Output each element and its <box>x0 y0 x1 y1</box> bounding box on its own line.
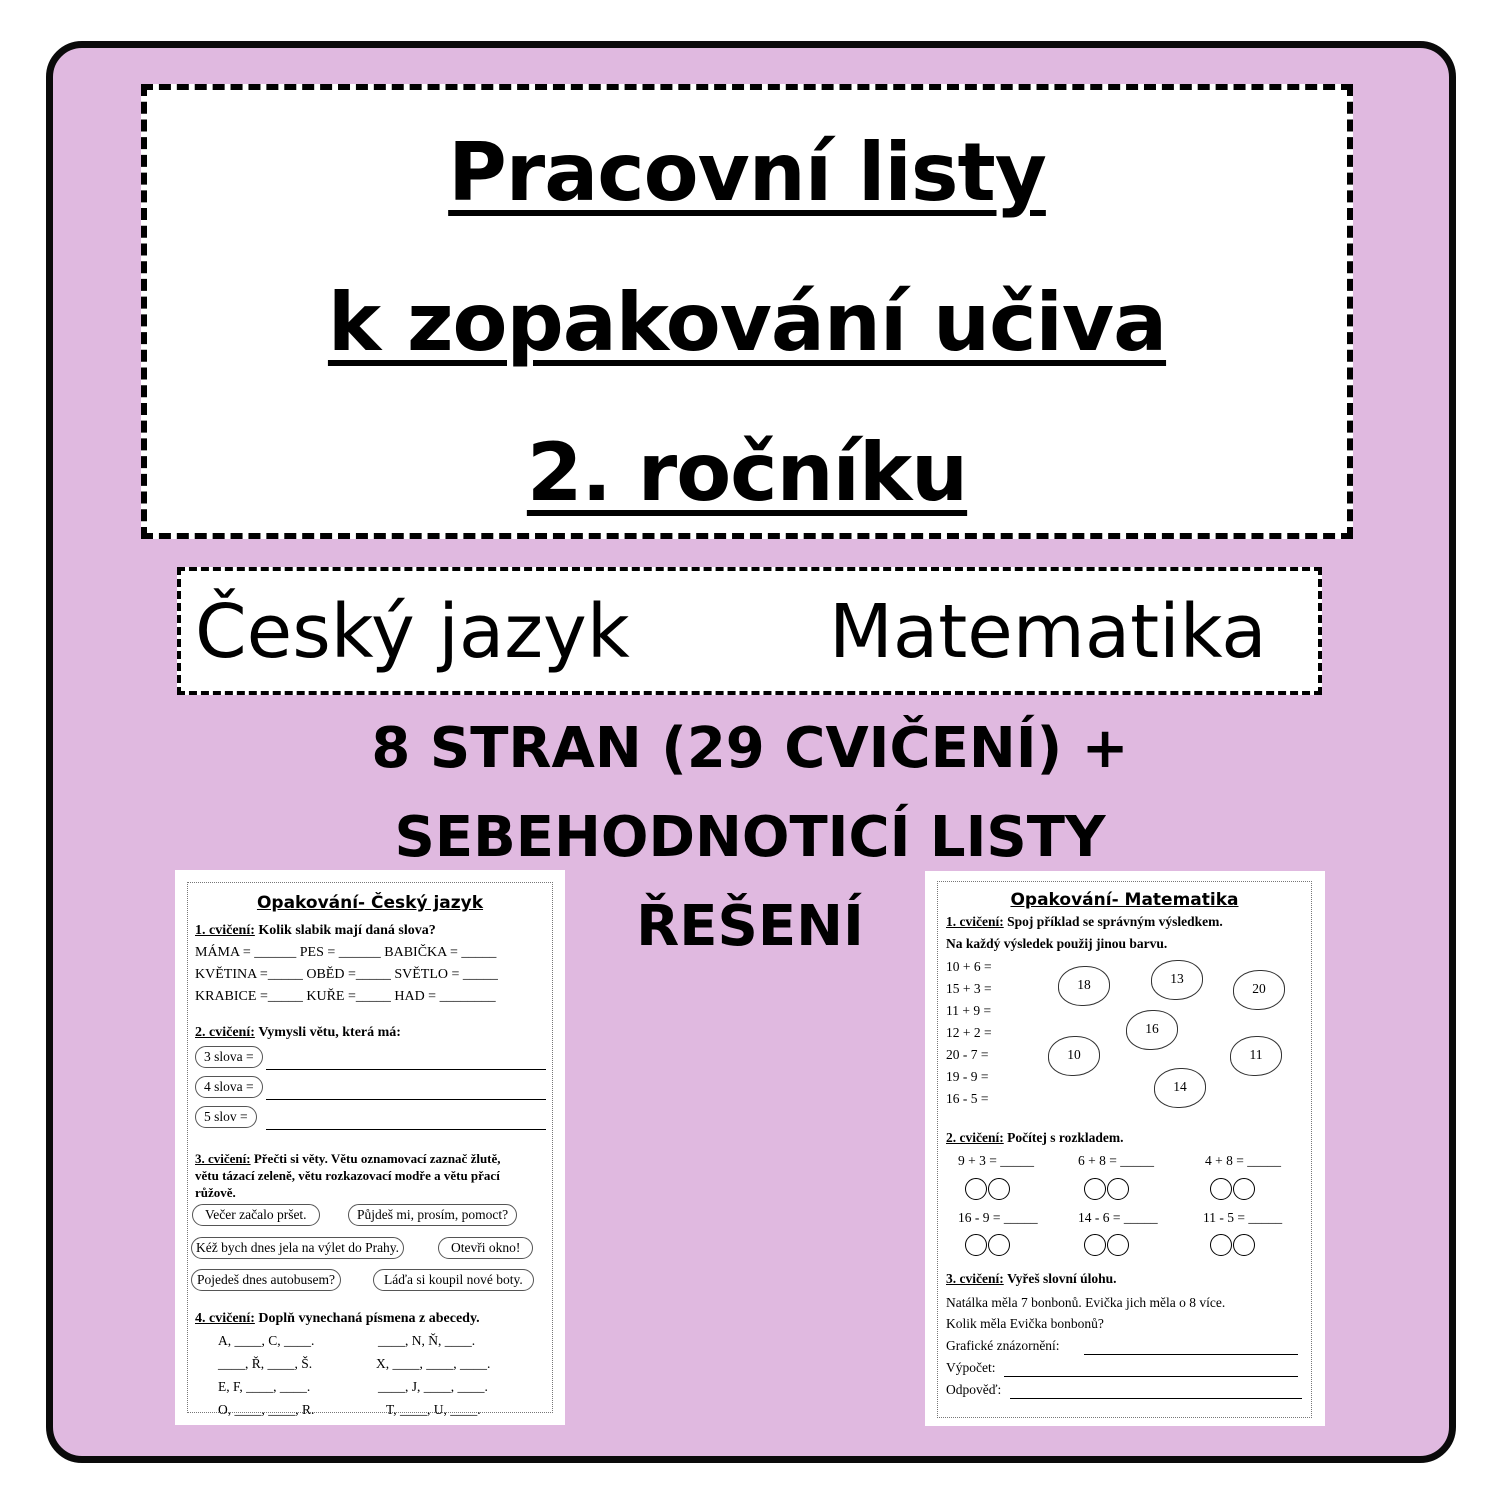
cz-ex4-right: ____, N, Ň, ____. <box>378 1333 476 1348</box>
cz-ex1-heading: 1. cvičení: Kolik slabik mají daná slova? <box>195 923 436 938</box>
decomposition-circle <box>1084 1234 1106 1256</box>
czech-worksheet-preview <box>175 870 565 1425</box>
cz-ex4-left: ____, Ř, ____, Š. <box>218 1356 313 1371</box>
answer-line <box>1084 1354 1298 1355</box>
decomposition-circle <box>1210 1178 1232 1200</box>
answer-line <box>266 1129 546 1130</box>
cz-ex3-sentence: Pojedeš dnes autobusem? <box>191 1269 341 1291</box>
cz-ex3-heading: 3. cvičení: Přečti si věty. Větu oznamovací zaznač žlutě, <box>195 1151 501 1166</box>
answer-line <box>266 1099 546 1100</box>
math-ex3-line: Natálka měla 7 bonbonů. Evička jich měla o 8 více. <box>946 1295 1226 1310</box>
cz-ex3-sentence: Večer začalo pršet. <box>192 1204 320 1226</box>
math-problem: 10 + 6 = <box>946 959 992 974</box>
cz-ex3-sentence: Láďa si koupil nové boty. <box>373 1269 534 1291</box>
cz-ex1-row: KVĚTINA =_____ OBĚD =_____ SVĚTLO = _____ <box>195 967 498 982</box>
title-box <box>141 84 1353 539</box>
result-cloud: 16 <box>1126 1010 1178 1050</box>
cz-ex3-sentence: Kéž bych dnes jela na výlet do Prahy. <box>191 1237 404 1259</box>
info-pages: 8 STRAN (29 CVIČENÍ) + <box>371 716 1129 781</box>
cz-ex4-left: O, ____, ____, R. <box>218 1402 315 1417</box>
cz-ex3-sentence: Půjdeš mi, prosím, pomoct? <box>348 1204 517 1226</box>
cz-ex3-text: růžově. <box>195 1185 236 1200</box>
cz-ex1-row: KRABICE =_____ KUŘE =_____ HAD = ________ <box>195 989 496 1004</box>
math-ex2-item: 14 - 6 = _____ <box>1078 1210 1158 1225</box>
cz-ex4-left: E, F, ____, ____. <box>218 1379 311 1394</box>
subjects-box <box>177 567 1322 695</box>
math-problem: 19 - 9 = <box>946 1069 989 1084</box>
math-ex2-item: 6 + 8 = _____ <box>1078 1153 1154 1168</box>
result-cloud: 20 <box>1233 970 1285 1010</box>
math-ex3-line: Grafické znázornění: <box>946 1338 1060 1353</box>
decomposition-circle <box>965 1178 987 1200</box>
decomposition-circle <box>988 1178 1010 1200</box>
cz-ex2-pill: 4 slova = <box>195 1076 263 1098</box>
decomposition-circle <box>965 1234 987 1256</box>
answer-line <box>266 1069 546 1070</box>
result-cloud: 13 <box>1151 960 1203 1000</box>
subject-czech: Český jazyk <box>195 589 630 675</box>
math-ex3-line: Kolik měla Evička bonbonů? <box>946 1316 1104 1331</box>
cz-ex2-pill: 3 slova = <box>195 1046 263 1068</box>
math-worksheet-preview <box>925 871 1325 1426</box>
math-ex3-heading: 3. cvičení: Vyřeš slovní úlohu. <box>946 1271 1117 1286</box>
math-problem: 12 + 2 = <box>946 1025 992 1040</box>
decomposition-circle <box>1107 1178 1129 1200</box>
title-line-2: k zopakování učiva <box>327 276 1167 369</box>
title-line-1: Pracovní listy <box>448 126 1046 219</box>
math-problem: 11 + 9 = <box>946 1003 992 1018</box>
decomposition-circle <box>1084 1178 1106 1200</box>
cz-ex2-heading: 2. cvičení: Vymysli větu, která má: <box>195 1025 401 1040</box>
math-problem: 15 + 3 = <box>946 981 992 996</box>
math-ex2-item: 4 + 8 = _____ <box>1205 1153 1281 1168</box>
math-problem: 16 - 5 = <box>946 1091 989 1106</box>
result-cloud: 18 <box>1058 966 1110 1006</box>
subject-math: Matematika <box>829 589 1267 675</box>
math-ex2-item: 16 - 9 = _____ <box>958 1210 1038 1225</box>
title-line-3: 2. ročníku <box>526 426 968 519</box>
math-problem: 20 - 7 = <box>946 1047 989 1062</box>
math-ex2-item: 9 + 3 = _____ <box>958 1153 1034 1168</box>
decomposition-circle <box>1233 1178 1255 1200</box>
cz-ex2-pill: 5 slov = <box>195 1106 257 1128</box>
info-solutions: ŘEŠENÍ <box>636 894 864 959</box>
result-cloud: 14 <box>1154 1068 1206 1108</box>
cz-ex4-heading: 4. cvičení: Doplň vynechaná písmena z abecedy. <box>195 1311 480 1326</box>
math-ex1-heading: 1. cvičení: Spoj příklad se správným výsledkem. <box>946 914 1223 929</box>
info-self-assessment: SEBEHODNOTICÍ LISTY <box>394 805 1106 870</box>
decomposition-circle <box>1233 1234 1255 1256</box>
result-cloud: 10 <box>1048 1036 1100 1076</box>
cz-ex3-sentence: Otevři okno! <box>438 1237 533 1259</box>
math-ex2-item: 11 - 5 = _____ <box>1203 1210 1283 1225</box>
cz-ex3-text: větu tázací zeleně, větu rozkazovací modře a větu přací <box>195 1168 500 1183</box>
cz-ex4-right: X, ____, ____, ____. <box>376 1356 491 1371</box>
math-ex1-text: Na každý výsledek použij jinou barvu. <box>946 936 1168 951</box>
math-ex3-line: Odpověď: <box>946 1382 1002 1397</box>
decomposition-circle <box>988 1234 1010 1256</box>
answer-line <box>1004 1376 1298 1377</box>
czech-sheet-title: Opakování- Český jazyk <box>256 893 484 913</box>
cz-ex4-right: ____, J, ____, ____. <box>378 1379 488 1394</box>
math-ex3-line: Výpočet: <box>946 1360 996 1375</box>
cz-ex1-row: MÁMA = ______ PES = ______ BABIČKA = _____ <box>195 945 497 960</box>
decomposition-circle <box>1107 1234 1129 1256</box>
cz-ex4-left: A, ____, C, ____. <box>218 1333 315 1348</box>
result-cloud: 11 <box>1230 1036 1282 1076</box>
math-sheet-title: Opakování- Matematika <box>1010 890 1239 910</box>
answer-line <box>1010 1398 1302 1399</box>
cz-ex4-right: T, ____, U, ____. <box>386 1402 481 1417</box>
math-ex2-heading: 2. cvičení: Počítej s rozkladem. <box>946 1130 1124 1145</box>
decomposition-circle <box>1210 1234 1232 1256</box>
